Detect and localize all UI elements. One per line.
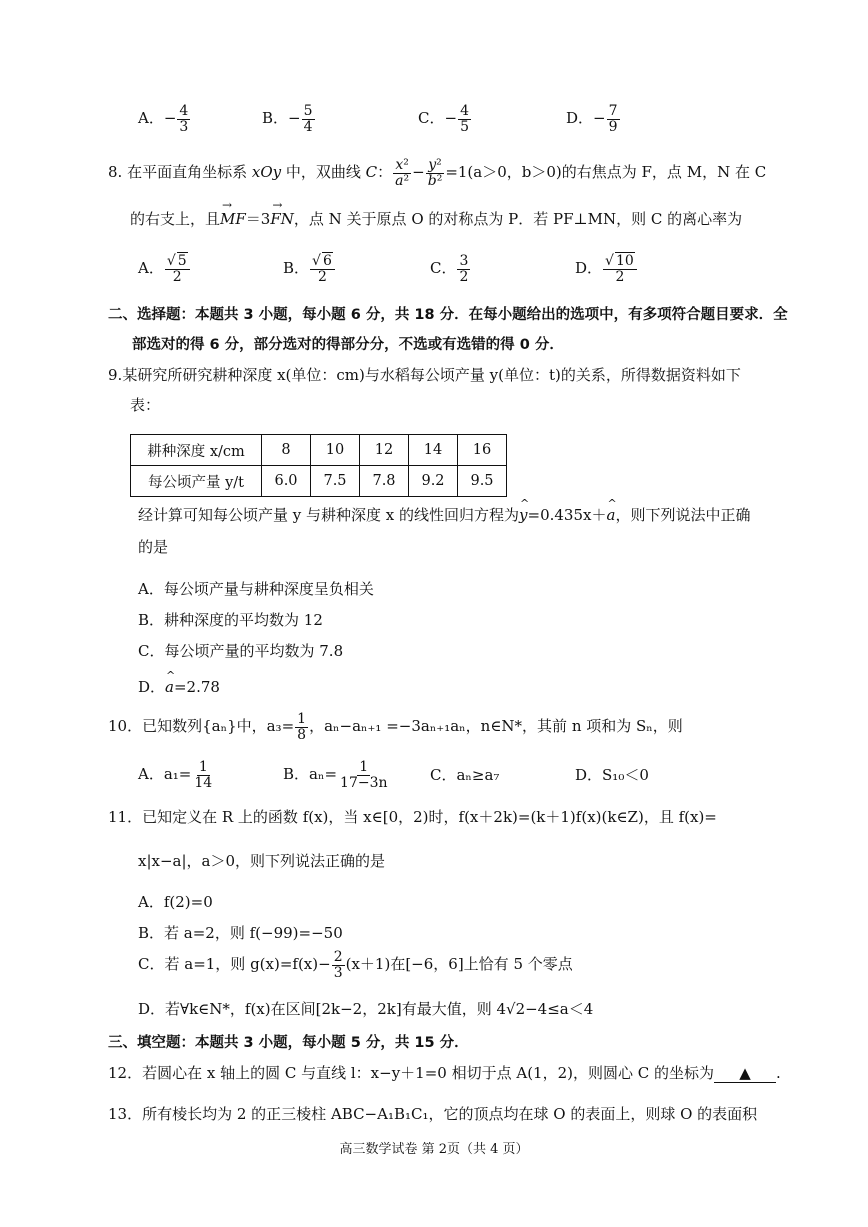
answer-blank: ▲ — [714, 1064, 776, 1083]
q10-option-d: D．S₁₀＜0 — [575, 766, 649, 784]
q10-option-c: C．aₙ≥a₇ — [430, 766, 500, 784]
table-cell: 7.5 — [311, 466, 360, 497]
q11-option-d: D．若∀k∈N*，f(x)在区间[2k−2，2k]有最大值，则 4√2−4≤a＜4 — [138, 1000, 594, 1018]
q8-option-b: B． $\frac{√ 6}{2}$ — [283, 254, 336, 284]
q8-line1: 8. 在平面直角坐标系 xOy 中，双曲线 C： $\frac{\text{x²}}{\text{a²}}$ − $\frac{\text{y²}}{\text{b²}}$ =1(a＞0，b＞0)的右焦点为 F，点 M，N 在 C — [108, 157, 767, 189]
table-header-depth: 耕种深度 x/cm — [131, 435, 262, 466]
table-cell: 8 — [262, 435, 311, 466]
q9-option-c: C．每公顷产量的平均数为 7.8 — [138, 642, 344, 660]
section3-heading: 三、填空题：本题共 3 小题，每小题 5 分，共 15 分． — [108, 1035, 469, 1051]
table-cell: 9.2 — [409, 466, 458, 497]
q13-stem: 13．所有棱长均为 2 的正三棱柱 ABC−A₁B₁C₁，它的顶点均在球 O 的表面上，则球 O 的表面积 — [108, 1105, 758, 1123]
table-cell: 7.8 — [360, 466, 409, 497]
q7-option-a: A．− $\frac{4}{3}$ — [138, 103, 189, 135]
page-footer: 高三数学试卷 第 2页（共 4 页） — [339, 1142, 529, 1157]
table-cell: 12 — [360, 435, 409, 466]
q11-option-b: B．若 a=2，则 f(−99)=−50 — [138, 924, 343, 942]
q9-line2: 表： — [130, 396, 161, 414]
table-cell: 10 — [311, 435, 360, 466]
q7-option-d: D．− $\frac{7}{9}$ — [566, 103, 618, 135]
q11-option-a: A．f(2)=0 — [138, 893, 213, 911]
q9-line3: 经计算可知每公顷产量 y 与耕种深度 x 的线性回归方程为^ y=0.435x＋^ a，则下列说法中正确 — [138, 504, 750, 525]
table-header-yield: 每公顷产量 y/t — [131, 466, 262, 497]
table-cell: 6.0 — [262, 466, 311, 497]
q9-line4: 的是 — [138, 538, 169, 556]
q11-option-c: C．若 a=1，则 g(x)=f(x)− $\frac{2}{3}$ (x＋1)在[−6，6]上恰有 5 个零点 — [138, 949, 573, 981]
q9-line1: 9.某研究所研究耕种深度 x(单位：cm)与水稻每公顷产量 y(单位：t)的关系，所得数据资料如下 — [108, 366, 741, 384]
q8-line2: 的右支上，且→ MF＝3→ FN，点 N 关于原点 O 的对称点为 P．若 PF⊥MN，则 C 的离心率为 — [130, 208, 742, 229]
q8-option-d: D． $\frac{√ 10}{2}$ — [575, 254, 638, 284]
q7-option-c: C．− $\frac{4}{5}$ — [418, 103, 469, 135]
q9-option-a: A．每公顷产量与耕种深度呈负相关 — [138, 580, 374, 598]
table-row — [131, 435, 507, 466]
q10-option-b: B．aₙ= $\frac{1}{17-3n}$ — [283, 759, 388, 791]
q11-line2: x|x−a|，a＞0，则下列说法正确的是 — [138, 852, 386, 870]
q8-option-c: C． $\frac{3}{2}$ — [430, 253, 469, 285]
q10-option-a: A．a₁= $\frac{1}{14}$ — [138, 759, 213, 791]
q7-option-b: B．− $\frac{5}{4}$ — [262, 103, 313, 135]
q8-option-a: A． $\frac{√ 5}{2}$ — [138, 254, 191, 284]
section2-heading-line1: 二、选择题：本题共 3 小题，每小题 6 分，共 18 分．在每小题给出的选项中，有多项符合题目要求．全 — [108, 307, 788, 323]
q9-option-d: D．^ a=2.78 — [138, 676, 220, 697]
q9-data-table — [130, 434, 507, 497]
table-cell: 16 — [458, 435, 507, 466]
q9-option-b: B．耕种深度的平均数为 12 — [138, 611, 323, 629]
q11-line1: 11．已知定义在 R 上的函数 f(x)，当 x∈[0，2)时，f(x＋2k)=(k＋1)f(x)(k∈Z)，且 f(x)= — [108, 808, 717, 826]
q12-stem: 12．若圆心在 x 轴上的圆 C 与直线 l：x−y＋1=0 相切于点 A(1，2)，则圆心 C 的坐标为 ▲ . — [108, 1064, 781, 1082]
table-cell: 9.5 — [458, 466, 507, 497]
table-cell: 14 — [409, 435, 458, 466]
section2-heading-line2: 部选对的得 6 分，部分选对的得部分分，不选或有选错的得 0 分． — [132, 337, 564, 353]
q10-stem: 10．已知数列{aₙ}中，a₃= $\frac{1}{8}$ ，aₙ−aₙ₊₁ =−3aₙ₊₁aₙ，n∈N*，其前 n 项和为 Sₙ，则 — [108, 711, 683, 743]
table-row — [131, 466, 507, 497]
